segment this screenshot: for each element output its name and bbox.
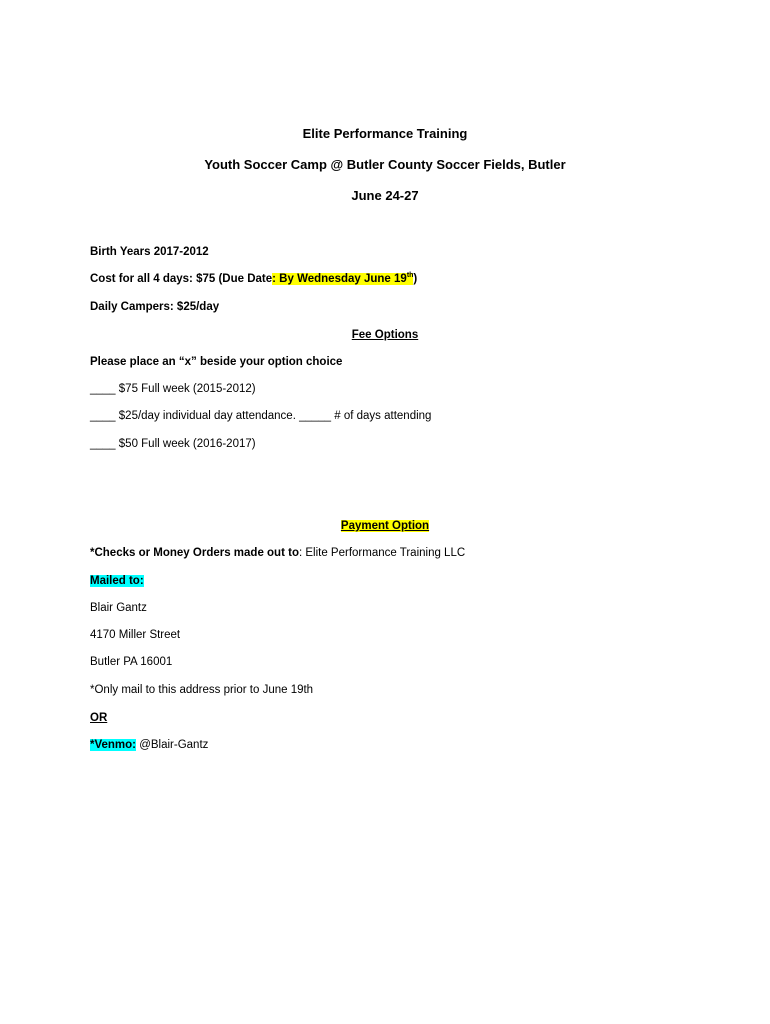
mail-street: 4170 Miller Street — [90, 629, 181, 641]
cost-prefix: Cost for all 4 days: $75 (Due Date — [90, 273, 273, 285]
mail-name: Blair Gantz — [90, 602, 147, 614]
camp-dates: June 24-27 — [351, 188, 419, 203]
cost-due-date-highlight — [272, 273, 413, 285]
cost-due-date: : By Wednesday June 19 — [272, 273, 407, 285]
cost-suffix: ) — [413, 273, 418, 285]
fee-instruction: Please place an “x” beside your option choice — [90, 356, 343, 368]
mail-note: *Only mail to this address prior to June 19th — [90, 684, 314, 696]
fee-option-full-week-75: ____ $75 Full week (2015-2012) — [90, 383, 256, 395]
payment-option-heading-text: Payment Option — [340, 520, 430, 532]
mail-city: Butler PA 16001 — [90, 656, 173, 668]
daily-campers: Daily Campers: $25/day — [90, 301, 220, 313]
mailed-to-label: Mailed to: — [90, 575, 144, 587]
fee-options-heading: Fee Options — [351, 329, 419, 341]
fee-option-daily-25: ____ $25/day individual day attendance. _____ # of days attending — [90, 410, 432, 422]
fee-option-full-week-50: ____ $50 Full week (2016-2017) — [90, 438, 256, 450]
document-title: Elite Performance Training — [302, 126, 468, 141]
birth-years: Birth Years 2017-2012 — [90, 246, 209, 258]
or-separator: OR — [90, 712, 108, 724]
checks-line — [90, 546, 465, 560]
venmo-handle: @Blair-Gantz — [136, 739, 209, 751]
payment-option-heading — [0, 519, 770, 533]
venmo-line — [90, 738, 208, 752]
checks-payee: : Elite Performance Training LLC — [298, 547, 466, 559]
cost-due-sup: th — [406, 272, 414, 280]
camp-subtitle: Youth Soccer Camp @ Butler County Soccer Fields, Butler — [204, 157, 566, 172]
mailed-to-line — [90, 574, 144, 588]
checks-label: *Checks or Money Orders made out to — [90, 547, 299, 559]
venmo-label: *Venmo: — [90, 739, 137, 751]
cost-line — [90, 272, 417, 286]
